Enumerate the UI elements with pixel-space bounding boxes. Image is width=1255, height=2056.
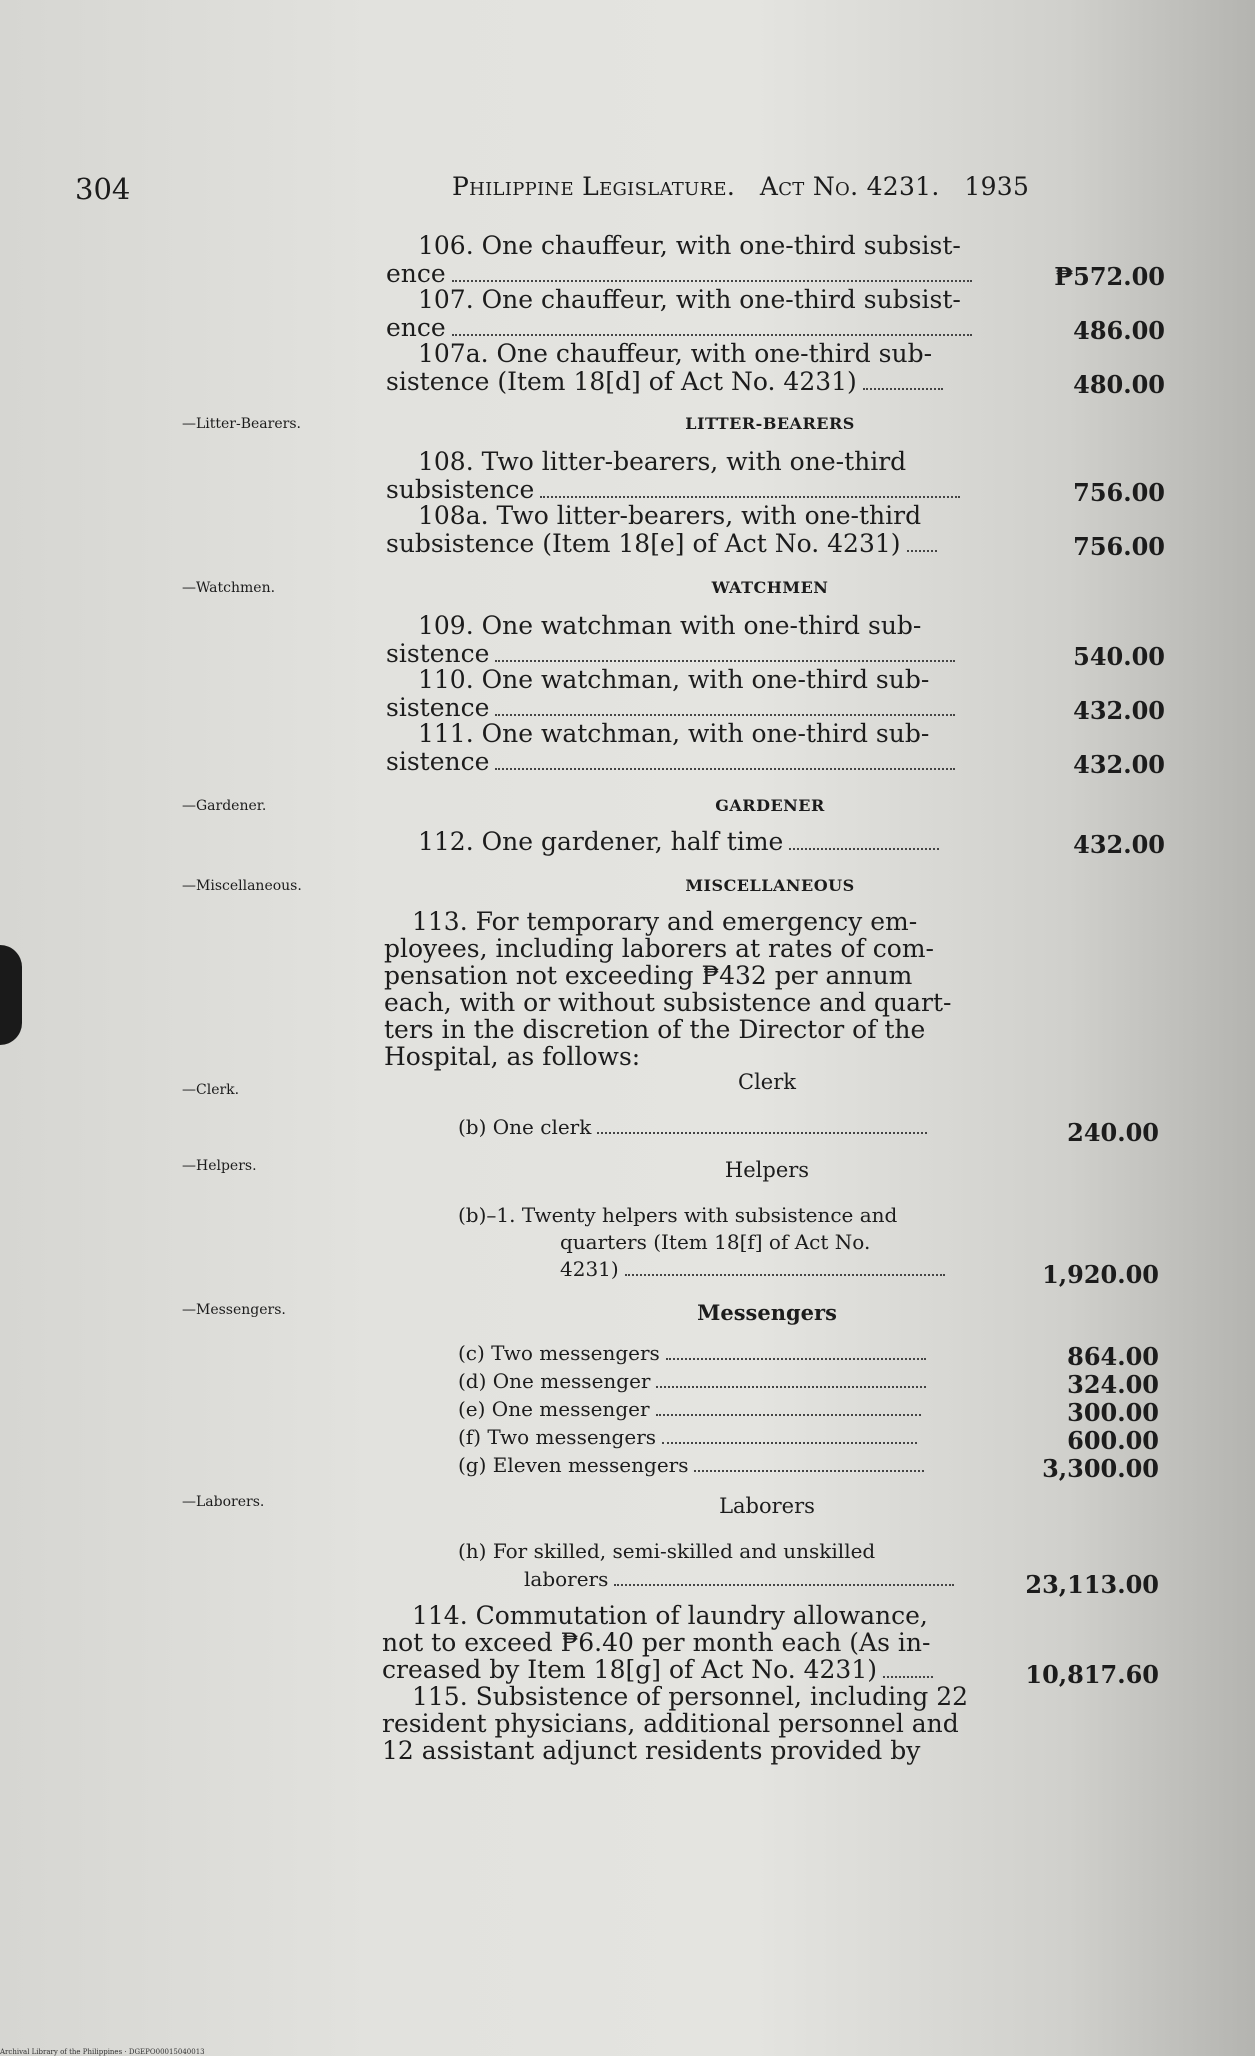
item-109-line2: sistence	[386, 640, 955, 667]
item-b-amount: 240.00	[1067, 1118, 1159, 1147]
item-108a-amount: 756.00	[1073, 532, 1165, 561]
item-h-line1: (h) For skilled, semi-skilled and unskilled	[458, 1539, 876, 1563]
item-113-line5: ters in the discretion of the Director of the	[384, 1015, 926, 1044]
margin-note-litter-bearers: —Litter-Bearers.	[182, 416, 301, 432]
item-107-line1: 107. One chauffeur, with one-third subsist-	[418, 285, 961, 314]
item-b1-line3: 4231)	[560, 1256, 945, 1282]
item-114-amount: 10,817.60	[1025, 1660, 1159, 1689]
item-110-line2: sistence	[386, 694, 955, 721]
item-113-line4: each, with or without subsistence and quart-	[384, 988, 952, 1017]
running-header	[452, 172, 1029, 201]
item-108a-line2: subsistence (Item 18[e] of Act No. 4231)	[386, 530, 937, 557]
item-f-line: (f) Two messengers	[458, 1424, 917, 1450]
item-110-line1: 110. One watchman, with one-third sub-	[418, 665, 930, 694]
item-b1-line1: (b)–1. Twenty helpers with subsistence and	[458, 1203, 898, 1227]
item-114-line2: not to exceed ₱6.40 per month each (As in-	[382, 1628, 931, 1657]
margin-note-gardener: —Gardener.	[182, 798, 267, 814]
item-115-line1: 115. Subsistence of personnel, including 22	[412, 1682, 969, 1711]
item-b1-line2: quarters (Item 18[f] of Act No.	[560, 1230, 871, 1254]
section-heading-watchmen: WATCHMEN	[711, 578, 829, 597]
item-107-line2: ence	[386, 314, 972, 341]
item-113-line6: Hospital, as follows:	[384, 1042, 641, 1071]
item-115-line2: resident physicians, additional personnel and	[382, 1709, 959, 1738]
margin-note-watchmen: —Watchmen.	[182, 580, 276, 596]
item-111-line1: 111. One watchman, with one-third sub-	[418, 719, 930, 748]
subheading-laborers: Laborers	[719, 1494, 815, 1518]
margin-note-helpers: —Helpers.	[182, 1158, 257, 1174]
item-b-line: (b) One clerk	[458, 1114, 927, 1140]
item-115-line3: 12 assistant adjunct residents provided by	[382, 1736, 921, 1765]
header-year: 1935	[964, 172, 1030, 201]
item-110-amount: 432.00	[1073, 696, 1165, 725]
item-107a-amount: 480.00	[1073, 370, 1165, 399]
section-heading-miscellaneous: MISCELLANEOUS	[685, 876, 855, 895]
item-f-amount: 600.00	[1067, 1426, 1159, 1455]
item-g-amount: 3,300.00	[1042, 1454, 1159, 1483]
section-heading-gardener: GARDENER	[715, 796, 825, 815]
page-number: 304	[75, 172, 131, 206]
item-c-amount: 864.00	[1067, 1342, 1159, 1371]
item-106-line2: ence	[386, 260, 972, 287]
subheading-messengers: Messengers	[697, 1300, 837, 1325]
item-113-line1: 113. For temporary and emergency em-	[412, 907, 918, 936]
item-d-amount: 324.00	[1067, 1370, 1159, 1399]
subheading-helpers: Helpers	[724, 1158, 810, 1182]
item-114-line1: 114. Commutation of laundry allowance,	[412, 1601, 928, 1630]
item-h-amount: 23,113.00	[1025, 1570, 1159, 1599]
item-111-amount: 432.00	[1073, 750, 1165, 779]
item-114-line3: creased by Item 18[g] of Act No. 4231)	[382, 1656, 933, 1683]
item-108a-line1: 108a. Two litter-bearers, with one-third	[418, 501, 922, 530]
item-c-line: (c) Two messengers	[458, 1340, 926, 1366]
item-109-amount: 540.00	[1073, 642, 1165, 671]
margin-note-miscellaneous: —Miscellaneous.	[182, 878, 302, 894]
margin-note-clerk: —Clerk.	[182, 1082, 240, 1098]
item-107a-line1: 107a. One chauffeur, with one-third sub-	[418, 339, 933, 368]
margin-note-messengers: —Messengers.	[182, 1302, 286, 1318]
header-title: Philippine Legislature.	[452, 172, 736, 201]
item-113-line2: ployees, including laborers at rates of com-	[384, 934, 934, 963]
item-107a-line2: sistence (Item 18[d] of Act No. 4231)	[386, 368, 943, 395]
item-b1-amount: 1,920.00	[1042, 1260, 1159, 1289]
item-108-line1: 108. Two litter-bearers, with one-third	[418, 447, 907, 476]
section-heading-litter-bearers: LITTER-BEARERS	[685, 414, 855, 433]
subheading-clerk: Clerk	[738, 1070, 796, 1094]
item-112-line: 112. One gardener, half time	[418, 828, 939, 855]
item-108-amount: 756.00	[1073, 478, 1165, 507]
item-112-amount: 432.00	[1073, 830, 1165, 859]
item-109-line1: 109. One watchman with one-third sub-	[418, 611, 922, 640]
item-106-line1: 106. One chauffeur, with one-third subsist-	[418, 231, 961, 260]
margin-note-laborers: —Laborers.	[182, 1494, 265, 1510]
item-106-amount: ₱572.00	[1054, 262, 1165, 291]
item-108-line2: subsistence	[386, 476, 960, 503]
item-e-line: (e) One messenger	[458, 1396, 921, 1422]
item-d-line: (d) One messenger	[458, 1368, 926, 1394]
scan-shadow	[0, 945, 22, 1045]
item-113-line3: pensation not exceeding ₱432 per annum	[384, 961, 913, 990]
header-act: Act No. 4231.	[759, 172, 940, 201]
item-107-amount: 486.00	[1073, 316, 1165, 345]
item-e-amount: 300.00	[1067, 1398, 1159, 1427]
item-g-line: (g) Eleven messengers	[458, 1452, 924, 1478]
item-h-line2: laborers	[524, 1566, 954, 1592]
item-111-line2: sistence	[386, 748, 955, 775]
archive-footer-strip: Archival Library of the Philippines · DGEPO00015040013	[0, 2048, 205, 2056]
